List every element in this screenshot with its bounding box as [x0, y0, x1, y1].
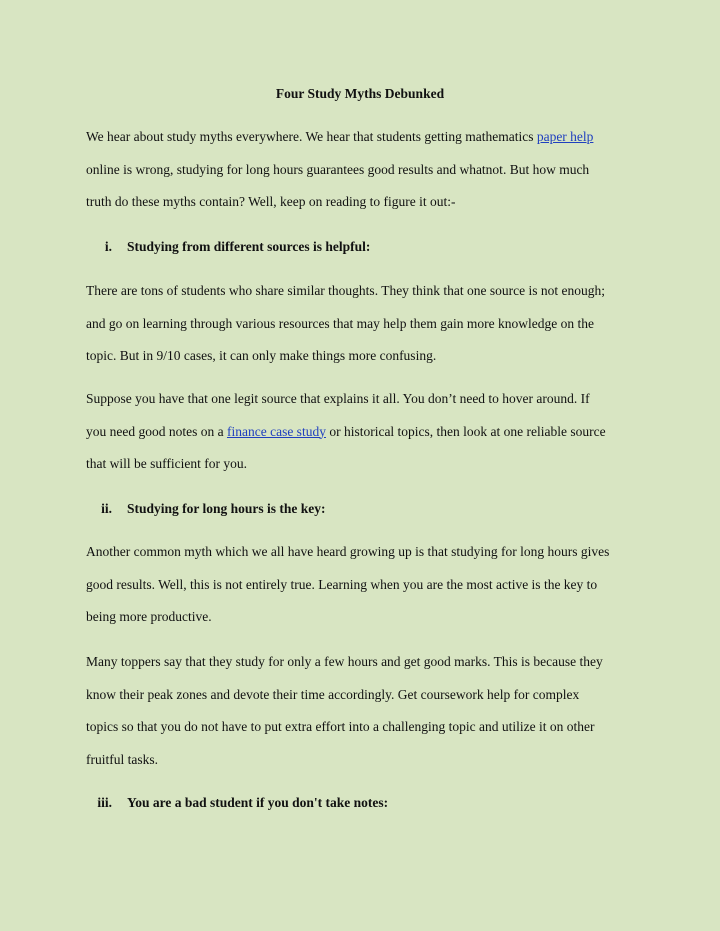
- section-2-paragraph-2: [86, 646, 646, 776]
- intro-paragraph: [86, 121, 646, 219]
- paper-help-link[interactable]: paper help: [536, 129, 594, 144]
- s1p2-line-2-before: you need good notes on a: [86, 423, 227, 439]
- section-1-paragraph-2: [86, 383, 646, 481]
- section-2-paragraph-1: [86, 536, 646, 634]
- document-title: Four Study Myths Debunked: [275, 86, 445, 101]
- s1p1-line-2: and go on learning through various resources that may help them gain more knowledge on the: [86, 315, 594, 331]
- finance-case-study-link[interactable]: finance case study: [226, 423, 326, 439]
- intro-line-3: truth do these myths contain? Well, keep on reading to figure it out:-: [86, 194, 456, 209]
- s2p2-line-3: topics so that you do not have to put extra effort into a challenging topic and utilize it on other: [86, 719, 595, 734]
- intro-line-1: [86, 121, 646, 154]
- s2p1-line-1: Another common myth which we all have heard growing up is that studying for long hours gives: [86, 544, 610, 559]
- section-1-heading: [86, 238, 646, 256]
- section-2-title: Studying for long hours is the key:: [127, 501, 326, 516]
- s2p2-line-2: know their peak zones and devote their time accordingly. Get coursework help for complex: [86, 686, 580, 702]
- section-2-number: ii.: [101, 501, 112, 516]
- intro-line-1-text: We hear about study myths everywhere. We hear that students getting mathematics: [86, 129, 537, 144]
- s2p2-line-1: Many toppers say that they study for only a few hours and get good marks. This is because they: [86, 654, 603, 669]
- s1p2-line-2: [86, 416, 646, 449]
- section-2-heading: [86, 500, 646, 518]
- s1p1-line-3: topic. But in 9/10 cases, it can only make things more confusing.: [86, 348, 437, 363]
- s1p2-line-2-after: or historical topics, then look at one reliable source: [325, 423, 606, 439]
- section-1-title: Studying from different sources is helpful:: [127, 239, 371, 254]
- section-1-paragraph-1: [86, 275, 646, 373]
- section-1-number: i.: [104, 239, 112, 254]
- s2p1-line-2: good results. Well, this is not entirely true. Learning when you are the most active is the key to: [86, 576, 598, 592]
- section-3-number: iii.: [97, 795, 112, 810]
- intro-line-2: online is wrong, studying for long hours guarantees good results and whatnot. But how much: [86, 161, 590, 177]
- section-3-title: You are a bad student if you don't take notes:: [127, 795, 389, 810]
- section-3-heading: [86, 794, 646, 812]
- s1p1-line-1: There are tons of students who share similar thoughts. They think that one source is not enough;: [86, 283, 606, 298]
- s1p2-line-1: Suppose you have that one legit source that explains it all. You don’t need to hover around. If: [86, 391, 590, 406]
- s2p2-line-4: fruitful tasks.: [86, 751, 158, 767]
- s2p1-line-3: being more productive.: [86, 609, 212, 624]
- s1p2-line-3: that will be sufficient for you.: [86, 456, 247, 471]
